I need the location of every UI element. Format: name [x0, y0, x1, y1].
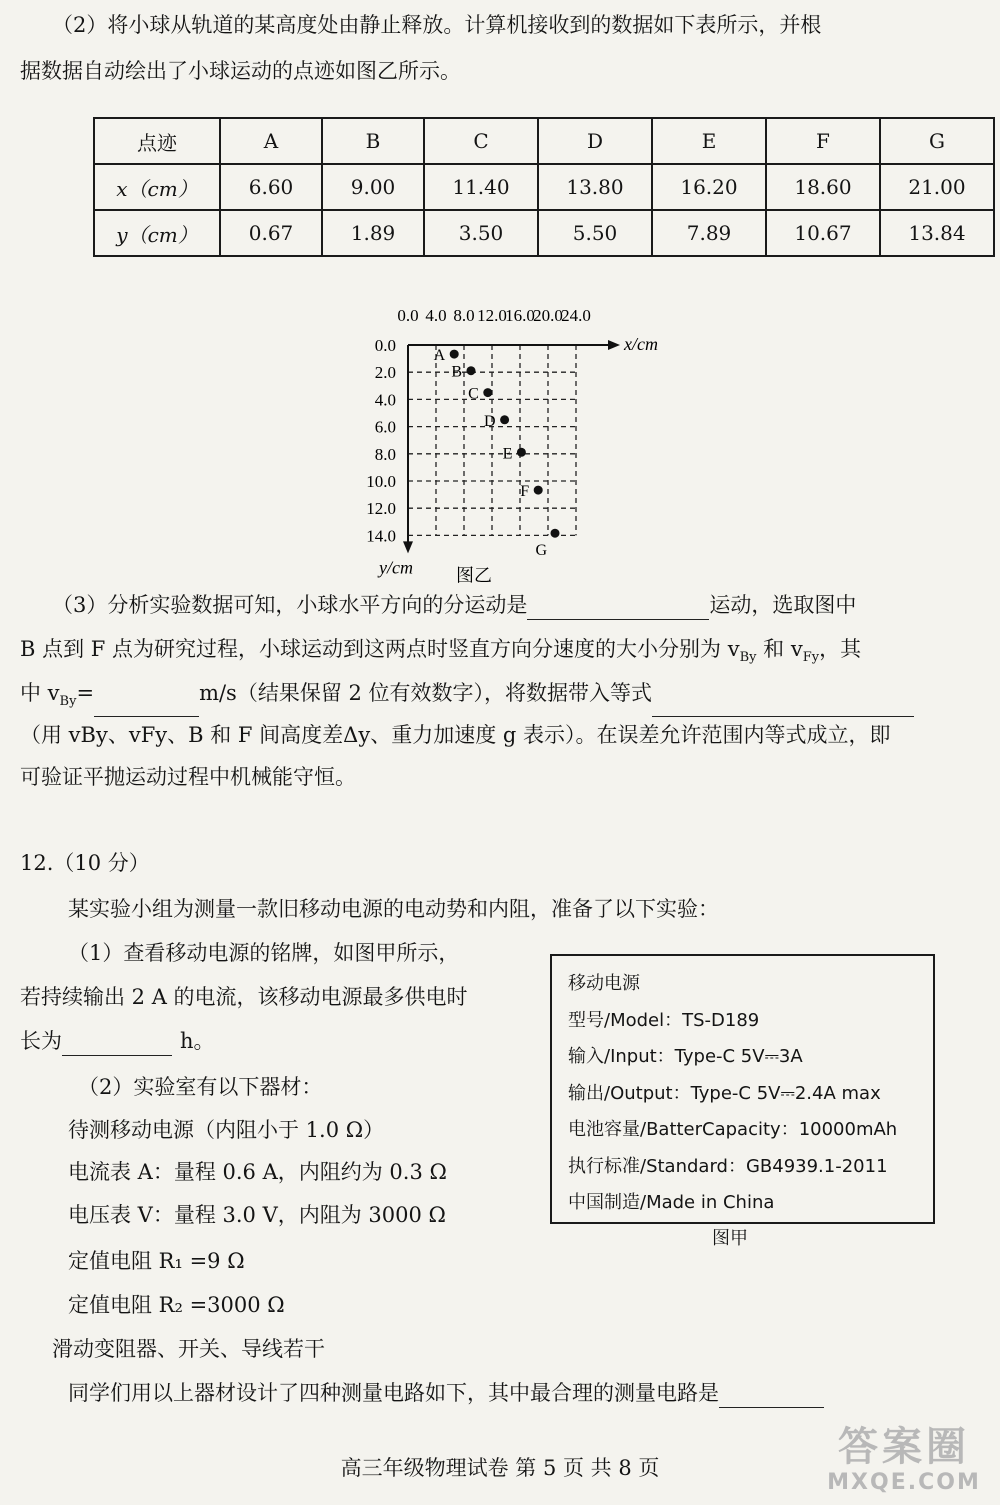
watermark-logo — [814, 1423, 994, 1503]
part3-line4: （用 vBy、vFy、B 和 F 间高度差Δy、重力加速度 g 表示）。在误差允许范围内等式成立，即 — [20, 723, 891, 747]
x-tick-label: 20.0 — [533, 306, 563, 325]
point-label: A — [433, 347, 446, 365]
x-tick-label: 12.0 — [477, 306, 507, 325]
q12-part2-title: （2）实验室有以下器材： — [78, 1075, 323, 1099]
table-col-header: E — [652, 118, 766, 164]
equipment-item: 电流表 A：量程 0.6 A，内阻约为 0.3 Ω — [68, 1160, 447, 1184]
y-tick-label: 12.0 — [366, 499, 396, 519]
data-point — [551, 529, 560, 538]
part3-line1 — [52, 590, 856, 620]
table-col-header: B — [322, 118, 424, 164]
table-cell: 9.00 — [322, 164, 424, 210]
part3-line2-mid: 和 v — [756, 637, 803, 661]
table-cell: 0.67 — [220, 210, 322, 256]
y-tick-label: 10.0 — [366, 472, 396, 491]
table-col-header: D — [538, 118, 652, 164]
nameplate-line: 移动电源 — [568, 973, 640, 994]
point-label: B — [451, 363, 462, 381]
x-tick-label: 4.0 — [425, 306, 447, 325]
table-cell: 7.89 — [652, 210, 766, 256]
table-cell: 3.50 — [424, 210, 538, 256]
nameplate-line: 电池容量/BatterCapacity：10000mAh — [568, 1119, 898, 1140]
equipment-item: 待测移动电源（内阻小于 1.0 Ω） — [68, 1118, 385, 1142]
q12-part1-line2: 若持续输出 2 A 的电流，该移动电源最多供电时 — [20, 985, 468, 1009]
y-axis-label: y/cm — [379, 557, 413, 578]
power-bank-nameplate — [550, 954, 935, 1224]
point-label: E — [502, 445, 513, 463]
answer-blank[interactable] — [527, 595, 709, 620]
y-tick-label: 4.0 — [374, 390, 396, 410]
table-col-header: A — [220, 118, 322, 164]
answer-blank[interactable] — [719, 1383, 824, 1408]
table-row-label: y（cm） — [94, 210, 220, 256]
table-header-label: 点迹 — [94, 118, 220, 164]
answer-blank[interactable] — [652, 692, 914, 717]
point-label: F — [520, 483, 530, 501]
page-footer: 高三年级物理试卷 第 5 页 共 8 页 — [340, 1456, 660, 1480]
part3-line3-c: m/s（结果保留 2 位有效数字），将数据带入等式 — [199, 681, 653, 705]
equipment-item: 定值电阻 R₂ =3000 Ω — [68, 1293, 285, 1317]
table-cell: 21.00 — [880, 164, 994, 210]
table-cell: 5.50 — [538, 210, 652, 256]
answer-blank[interactable] — [62, 1031, 172, 1056]
trajectory-plot — [330, 300, 750, 587]
subscript: Fy — [802, 650, 820, 666]
x-tick-label: 24.0 — [561, 306, 591, 325]
q12-part1-line3-b: h。 — [180, 1029, 215, 1053]
table-col-header: C — [424, 118, 538, 164]
nameplate-line: 型号/Model：TS-D189 — [568, 1009, 760, 1031]
table-row — [94, 164, 994, 210]
table-cell: 13.80 — [538, 164, 652, 210]
part3-line5: 可验证平抛运动过程中机械能守恒。 — [20, 765, 356, 789]
equipment-item: 滑动变阻器、开关、导线若干 — [52, 1337, 325, 1361]
watermark-text: 答案圈 — [838, 1424, 970, 1470]
table-cell: 1.89 — [322, 210, 424, 256]
part3-line1-b: 运动，选取图中 — [709, 593, 857, 617]
table-cell: 6.60 — [220, 164, 322, 210]
subscript: By — [739, 650, 757, 666]
equipment-item: 电压表 V：量程 3.0 V，内阻为 3000 Ω — [68, 1203, 446, 1227]
data-point — [517, 448, 526, 457]
q12-title: 12.（10 分） — [20, 851, 150, 875]
x-tick-label: 16.0 — [505, 306, 535, 325]
subscript: By — [59, 694, 77, 710]
table-col-header: G — [880, 118, 994, 164]
nameplate-line: 输入/Input：Type-C 5V⎓3A — [568, 1046, 803, 1067]
x-axis-arrow — [608, 340, 620, 350]
part3-line3-a: 中 v — [20, 681, 60, 705]
y-tick-label: 6.0 — [374, 417, 396, 437]
x-tick-label: 0.0 — [397, 306, 419, 325]
part2-line2: 据数据自动绘出了小球运动的点迹如图乙所示。 — [20, 59, 461, 83]
part3-line2 — [20, 634, 861, 673]
equipment-item: 定值电阻 R₁ =9 Ω — [68, 1249, 245, 1273]
nameplate-line: 输出/Output：Type-C 5V⎓2.4A max — [568, 1082, 881, 1104]
point-label: D — [484, 412, 496, 430]
part3-line2-end: ，其 — [819, 637, 862, 661]
q12-part1-line3-a: 长为 — [20, 1029, 62, 1053]
y-tick-label: 8.0 — [374, 444, 396, 464]
data-point — [467, 366, 476, 375]
q12-part1-line1: （1）查看移动电源的铭牌，如图甲所示， — [68, 941, 460, 965]
table-cell: 16.20 — [652, 164, 766, 210]
part3-line1-a: （3）分析实验数据可知，小球水平方向的分运动是 — [52, 593, 528, 617]
table-cell: 10.67 — [766, 210, 880, 256]
x-axis-label: x/cm — [624, 334, 658, 354]
watermark-url: MXQE.COM — [827, 1470, 981, 1495]
data-point — [450, 350, 459, 359]
part3-line3-b: = — [76, 681, 95, 705]
part3-line3 — [20, 678, 914, 717]
part2-line1: （2）将小球从轨道的某高度处由静止释放。计算机接收到的数据如下表所示，并根 — [52, 13, 822, 37]
data-point — [500, 415, 509, 424]
x-tick-label: 8.0 — [453, 306, 475, 325]
answer-blank[interactable] — [94, 692, 199, 717]
figure-caption: 图乙 — [456, 565, 492, 587]
q12-last-line — [68, 1378, 824, 1408]
y-tick-label: 2.0 — [374, 363, 396, 383]
y-tick-label: 0.0 — [374, 336, 396, 355]
y-axis-arrow — [403, 541, 413, 553]
nameplate-caption: 图甲 — [712, 1228, 748, 1249]
data-point — [483, 388, 492, 397]
point-label: G — [535, 542, 547, 560]
nameplate-line: 中国制造/Made in China — [568, 1192, 775, 1213]
table-cell: 18.60 — [766, 164, 880, 210]
q12-intro: 某实验小组为测量一款旧移动电源的电动势和内阻，准备了以下实验： — [68, 897, 719, 921]
table-header-row — [94, 118, 994, 164]
table-col-header: F — [766, 118, 880, 164]
data-point — [534, 486, 543, 495]
table-cell: 11.40 — [424, 164, 538, 210]
part3-line2-text: B 点到 F 点为研究过程，小球运动到这两点时竖直方向分速度的大小分别为 v — [20, 637, 740, 661]
nameplate-line: 执行标准/Standard：GB4939.1-2011 — [568, 1155, 888, 1177]
table-cell: 13.84 — [880, 210, 994, 256]
point-label: C — [468, 385, 479, 403]
table-row-label: x（cm） — [94, 164, 220, 210]
data-table — [93, 117, 995, 257]
q12-last-line-text: 同学们用以上器材设计了四种测量电路如下，其中最合理的测量电路是 — [68, 1381, 719, 1405]
q12-part1-line3 — [20, 1026, 215, 1056]
y-tick-label: 14.0 — [366, 526, 396, 546]
table-row — [94, 210, 994, 256]
